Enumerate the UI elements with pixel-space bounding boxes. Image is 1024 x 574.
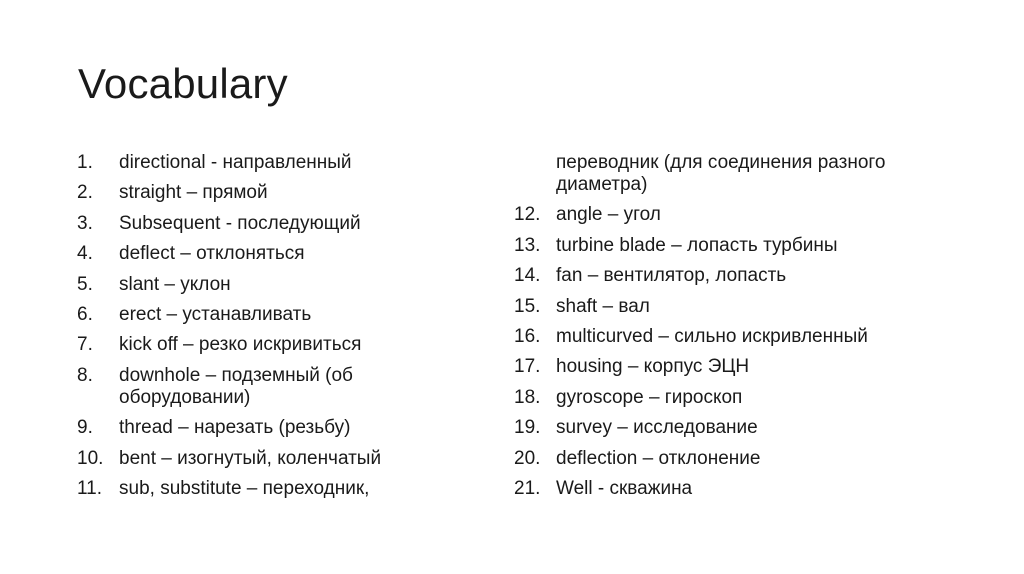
item-text: angle – угол [556, 204, 661, 226]
list-item [514, 387, 954, 409]
list-item [514, 448, 954, 470]
item-number: 11. [77, 477, 103, 499]
vocabulary-list-right [514, 152, 954, 508]
list-item [514, 204, 954, 226]
item-number: 15. [514, 295, 541, 317]
list-item [77, 152, 477, 174]
item-text: slant – уклон [119, 273, 231, 295]
item-text: downhole – подземный (об оборудовании) [119, 364, 353, 408]
item-number: 3. [77, 212, 93, 234]
item-number: 12. [514, 204, 541, 226]
list-item [77, 478, 477, 500]
list-item [77, 213, 477, 235]
item-number: 9. [77, 417, 93, 439]
item-number: 4. [77, 243, 93, 265]
item-text: housing – корпус ЭЦН [556, 356, 750, 378]
item-text: multicurved – сильно искривленный [556, 325, 868, 347]
item-number: 6. [77, 303, 93, 325]
item-text: Well - скважина [556, 477, 693, 499]
item-text: erect – устанавливать [119, 303, 312, 325]
item-number: 13. [514, 234, 541, 256]
item-number: 18. [514, 386, 541, 408]
item-number: 16. [514, 325, 541, 347]
item-number: 20. [514, 447, 541, 469]
item-text: survey – исследование [556, 417, 758, 439]
list-item [77, 243, 477, 265]
item-number: 1. [77, 152, 93, 173]
list-item [514, 296, 954, 318]
list-item [77, 304, 477, 326]
item-text: straight – прямой [119, 182, 268, 204]
list-item [514, 356, 954, 378]
vocabulary-list-left [77, 152, 477, 508]
item-text: Subsequent - последующий [119, 212, 361, 234]
item-number: 2. [77, 182, 93, 204]
item-number: 10. [77, 447, 104, 469]
item-number: 19. [514, 417, 541, 439]
item-text: kick off – резко искривиться [119, 334, 362, 356]
item-number: 5. [77, 273, 93, 295]
item-number: 17. [514, 356, 541, 378]
item-text: fan – вентилятор, лопасть [556, 265, 787, 287]
item-text: deflect – отклоняться [119, 243, 305, 265]
item-number: 14. [514, 265, 541, 287]
list-item [77, 417, 477, 439]
list-item [514, 235, 954, 257]
list-item [77, 182, 477, 204]
item-text: bent – изогнутый, коленчатый [119, 447, 382, 469]
list-item [514, 265, 954, 287]
list-item [514, 326, 954, 348]
list-item [514, 417, 954, 439]
item-number: 21. [514, 477, 541, 499]
slide-title: Vocabulary [78, 60, 288, 107]
list-item [77, 334, 477, 356]
item-number: 7. [77, 334, 93, 356]
list-item [77, 274, 477, 296]
list-item [77, 448, 477, 470]
item-text: directional - направленный [119, 152, 352, 173]
item-text: deflection – отклонение [556, 447, 761, 469]
list-item-continuation [514, 152, 954, 196]
item-text: thread – нарезать (резьбу) [119, 417, 351, 439]
list-item [77, 365, 477, 409]
item-text: gyroscope – гироскоп [556, 386, 743, 408]
list-item [514, 478, 954, 500]
item-text: shaft – вал [556, 295, 650, 317]
item-text: turbine blade – лопасть турбины [556, 234, 838, 256]
continuation-text: переводник (для соединения разного диаметра) [556, 152, 886, 195]
item-number: 8. [77, 364, 93, 386]
item-text: sub, substitute – переходник, [119, 477, 370, 499]
